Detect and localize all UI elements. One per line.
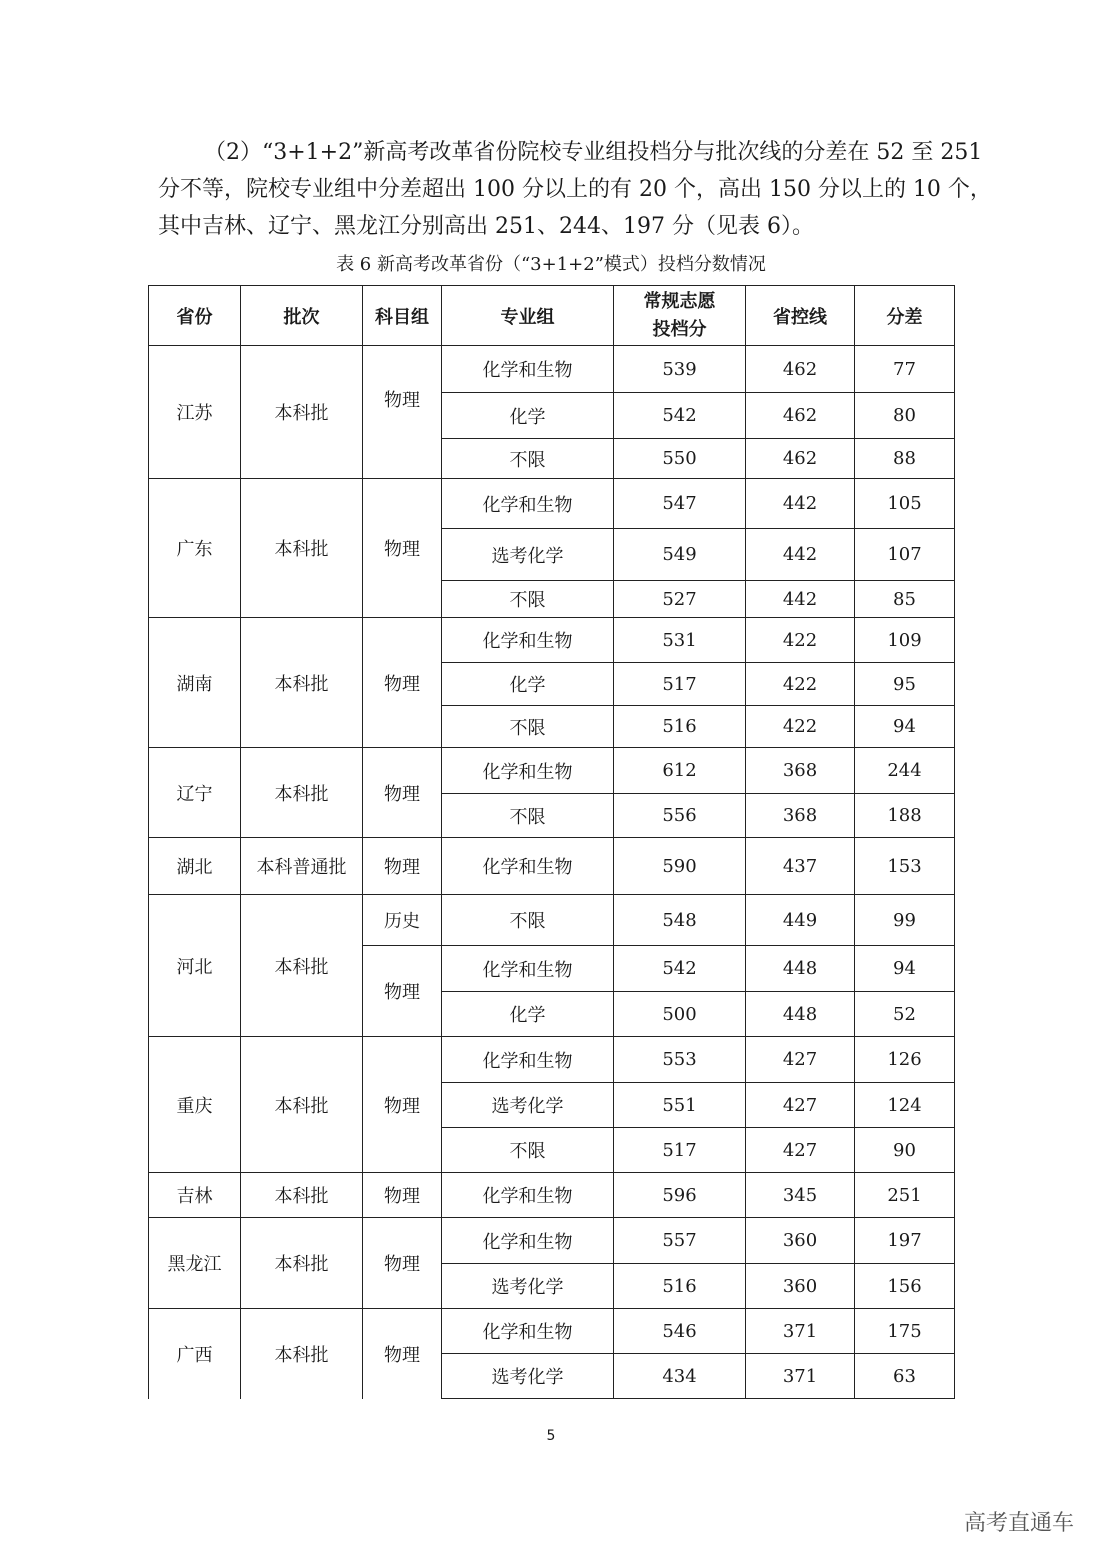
cell-control-line: 360: [746, 1218, 855, 1264]
cell-major: 选考化学: [442, 1264, 614, 1309]
cell-diff: 124: [855, 1083, 955, 1128]
cell-diff: 77: [855, 346, 955, 393]
table-row: [149, 1309, 955, 1354]
table-row: [149, 1173, 955, 1218]
cell-control-line: 422: [746, 706, 855, 748]
cell-diff: 80: [855, 393, 955, 439]
header-province: 省份: [149, 286, 241, 346]
cell-score: 596: [614, 1173, 746, 1218]
cell-province: 河北: [149, 895, 241, 1037]
cell-major: 选考化学: [442, 529, 614, 581]
cell-diff: 99: [855, 895, 955, 946]
cell-major: 化学和生物: [442, 1173, 614, 1218]
cell-major: 化学和生物: [442, 946, 614, 992]
cell-score: 549: [614, 529, 746, 581]
cell-score: 539: [614, 346, 746, 393]
cell-control-line: 437: [746, 838, 855, 895]
cell-score: 531: [614, 618, 746, 663]
cell-batch: 本科批: [241, 1218, 363, 1309]
cell-control-line: 371: [746, 1354, 855, 1399]
table-row: [149, 1037, 955, 1083]
cell-province: 江苏: [149, 346, 241, 479]
cell-diff: 105: [855, 479, 955, 529]
cell-diff: 188: [855, 794, 955, 838]
cell-score: 500: [614, 992, 746, 1037]
cell-control-line: 462: [746, 439, 855, 479]
cell-province: 湖北: [149, 838, 241, 895]
intro-line-2: 分不等，院校专业组中分差超出 100 分以上的有 20 个，高出 150 分以上的 10 个，: [158, 177, 992, 202]
score-table: [148, 285, 955, 1399]
cell-diff: 156: [855, 1264, 955, 1309]
cell-control-line: 462: [746, 346, 855, 393]
cell-score: 517: [614, 1128, 746, 1173]
cell-province: 重庆: [149, 1037, 241, 1173]
cell-province: 广东: [149, 479, 241, 618]
cell-batch: 本科批: [241, 618, 363, 748]
cell-major: 化学和生物: [442, 1037, 614, 1083]
cell-diff: 63: [855, 1354, 955, 1399]
cell-diff: 95: [855, 663, 955, 706]
cell-subject: 物理: [363, 618, 442, 748]
cell-subject: 物理: [363, 1037, 442, 1173]
cell-major: 化学和生物: [442, 1218, 614, 1264]
cell-major: 选考化学: [442, 1354, 614, 1399]
cell-subject: 物理: [363, 479, 442, 618]
header-control-line: 省控线: [746, 286, 855, 346]
cell-score: 516: [614, 1264, 746, 1309]
cell-score: 551: [614, 1083, 746, 1128]
cell-major: 化学和生物: [442, 479, 614, 529]
header-score-line1: 常规志愿: [643, 290, 716, 312]
cell-diff: 251: [855, 1173, 955, 1218]
cell-major: 不限: [442, 581, 614, 618]
cell-control-line: 427: [746, 1128, 855, 1173]
cell-diff: 85: [855, 581, 955, 618]
cell-province: 辽宁: [149, 748, 241, 838]
cell-control-line: 360: [746, 1264, 855, 1309]
cell-diff: 94: [855, 946, 955, 992]
cell-major: 化学: [442, 992, 614, 1037]
cell-score: 434: [614, 1354, 746, 1399]
cell-province: 广西: [149, 1309, 241, 1399]
cell-major: 化学和生物: [442, 748, 614, 794]
table-row: [149, 838, 955, 895]
cell-province: 黑龙江: [149, 1218, 241, 1309]
cell-major: 化学: [442, 663, 614, 706]
cell-score: 527: [614, 581, 746, 618]
cell-batch: 本科批: [241, 1037, 363, 1173]
cell-subject: 历史: [363, 895, 442, 946]
cell-major: 化学和生物: [442, 618, 614, 663]
cell-major: 选考化学: [442, 1083, 614, 1128]
table-row: [149, 1218, 955, 1264]
cell-diff: 94: [855, 706, 955, 748]
header-batch: 批次: [241, 286, 363, 346]
cell-score: 517: [614, 663, 746, 706]
cell-subject: 物理: [363, 1309, 442, 1399]
cell-score: 590: [614, 838, 746, 895]
page-number: 5: [546, 1428, 556, 1444]
table-row: [149, 895, 955, 946]
cell-score: 553: [614, 1037, 746, 1083]
cell-score: 556: [614, 794, 746, 838]
cell-diff: 52: [855, 992, 955, 1037]
cell-major: 不限: [442, 439, 614, 479]
cell-diff: 107: [855, 529, 955, 581]
cell-batch: 本科批: [241, 1173, 363, 1218]
cell-batch: 本科批: [241, 346, 363, 479]
cell-diff: 175: [855, 1309, 955, 1354]
cell-batch: 本科普通批: [241, 838, 363, 895]
cell-control-line: 368: [746, 794, 855, 838]
cell-control-line: 368: [746, 748, 855, 794]
header-score: [614, 286, 746, 346]
cell-control-line: 442: [746, 479, 855, 529]
table-row: [149, 748, 955, 794]
cell-major: 不限: [442, 794, 614, 838]
intro-paragraph: [158, 134, 992, 245]
watermark: 高考直通车: [963, 1511, 1074, 1536]
cell-subject: 物理: [363, 1173, 442, 1218]
header-subject-group: 科目组: [363, 286, 442, 346]
cell-batch: 本科批: [241, 895, 363, 1037]
cell-diff: 197: [855, 1218, 955, 1264]
cell-control-line: 422: [746, 663, 855, 706]
cell-batch: 本科批: [241, 748, 363, 838]
cell-control-line: 427: [746, 1083, 855, 1128]
cell-score: 516: [614, 706, 746, 748]
cell-diff: 244: [855, 748, 955, 794]
cell-control-line: 462: [746, 393, 855, 439]
cell-major: 不限: [442, 1128, 614, 1173]
cell-batch: 本科批: [241, 1309, 363, 1399]
cell-batch: 本科批: [241, 479, 363, 618]
table-caption: 表 6 新高考改革省份（“3+1+2”模式）投档分数情况: [336, 254, 766, 275]
cell-subject: 物理: [363, 838, 442, 895]
header-row: [149, 286, 955, 346]
cell-control-line: 427: [746, 1037, 855, 1083]
cell-major: 不限: [442, 706, 614, 748]
cell-subject: 物理: [363, 346, 442, 479]
cell-subject: 物理: [363, 1218, 442, 1309]
cell-score: 612: [614, 748, 746, 794]
table-row: [149, 346, 955, 393]
cell-score: 546: [614, 1309, 746, 1354]
intro-line-3: 其中吉林、辽宁、黑龙江分别高出 251、244、197 分（见表 6）。: [158, 214, 814, 239]
cell-diff: 126: [855, 1037, 955, 1083]
cell-score: 557: [614, 1218, 746, 1264]
table-row: [149, 479, 955, 529]
cell-control-line: 442: [746, 581, 855, 618]
header-diff: 分差: [855, 286, 955, 346]
cell-control-line: 371: [746, 1309, 855, 1354]
cell-score: 542: [614, 946, 746, 992]
cell-subject: 物理: [363, 748, 442, 838]
header-score-line2: 投档分: [652, 318, 707, 340]
cell-diff: 153: [855, 838, 955, 895]
cell-score: 550: [614, 439, 746, 479]
cell-control-line: 345: [746, 1173, 855, 1218]
cell-score: 548: [614, 895, 746, 946]
cell-control-line: 448: [746, 946, 855, 992]
cell-control-line: 449: [746, 895, 855, 946]
cell-major: 不限: [442, 895, 614, 946]
cell-diff: 109: [855, 618, 955, 663]
cell-score: 542: [614, 393, 746, 439]
cell-major: 化学: [442, 393, 614, 439]
cell-diff: 90: [855, 1128, 955, 1173]
cell-major: 化学和生物: [442, 838, 614, 895]
table-row: [149, 618, 955, 663]
intro-line-1: （2）“3+1+2”新高考改革省份院校专业组投档分与批次线的分差在 52 至 251: [204, 140, 983, 165]
cell-diff: 88: [855, 439, 955, 479]
cell-subject: 物理: [363, 946, 442, 1037]
cell-control-line: 448: [746, 992, 855, 1037]
cell-major: 化学和生物: [442, 1309, 614, 1354]
cell-control-line: 422: [746, 618, 855, 663]
cell-control-line: 442: [746, 529, 855, 581]
cell-province: 吉林: [149, 1173, 241, 1218]
cell-major: 化学和生物: [442, 346, 614, 393]
header-major-group: 专业组: [442, 286, 614, 346]
cell-score: 547: [614, 479, 746, 529]
cell-province: 湖南: [149, 618, 241, 748]
